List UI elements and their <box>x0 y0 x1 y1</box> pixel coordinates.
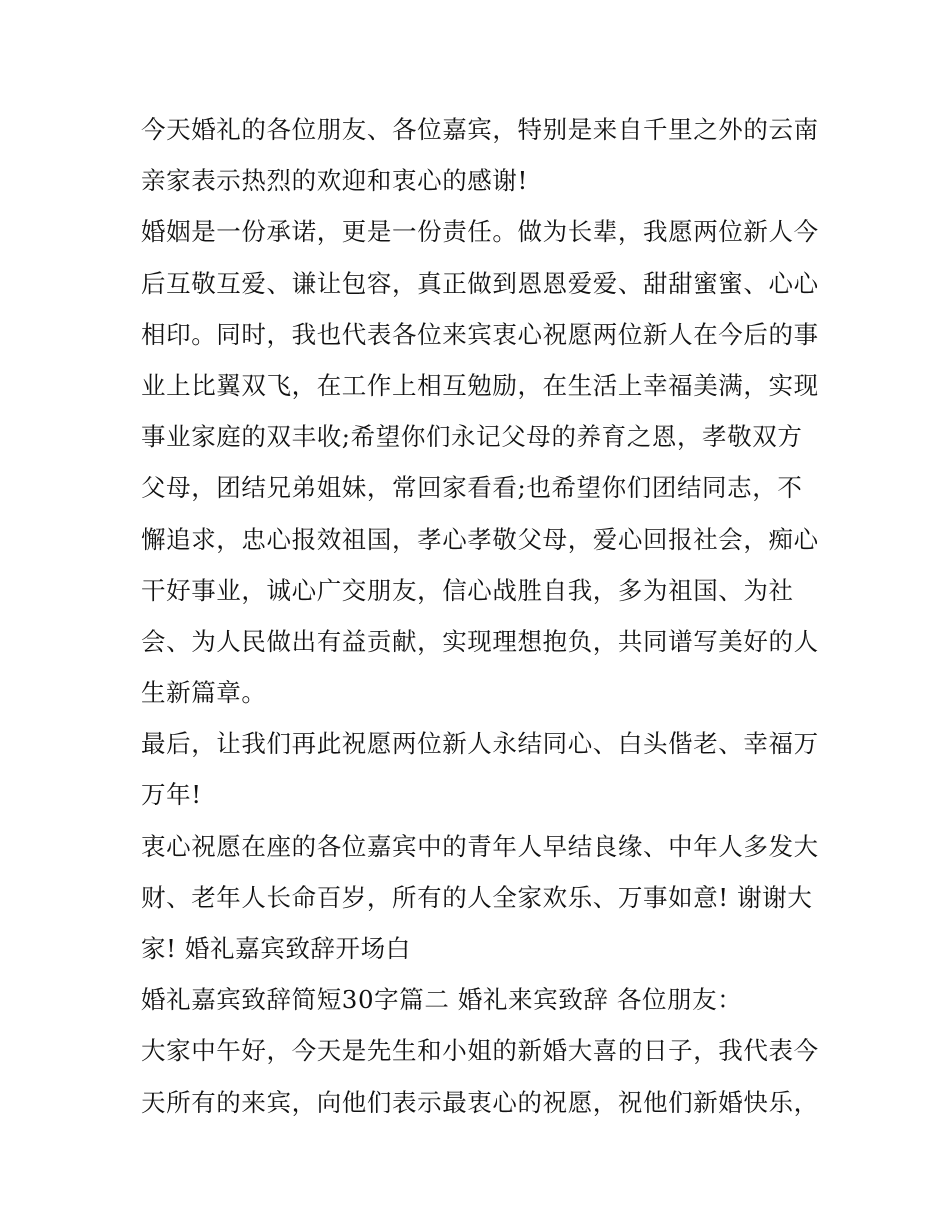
text-line: 父母，团结兄弟姐妹，常回家看看;也希望你们团结同志，不 <box>141 473 803 503</box>
document-body <box>141 104 821 1128</box>
text-line: 财、老年人长命百岁，所有的人全家欢乐、万事如意! 谢谢大 <box>141 882 813 912</box>
text-line: 生新篇章。 <box>141 678 267 708</box>
text-line: 万年! <box>141 780 202 810</box>
text-line: 事业家庭的双丰收;希望你们永记父母的养育之恩，孝敬双方 <box>141 422 803 452</box>
text-line: 婚礼嘉宾致辞简短30字篇二 婚礼来宾致辞 各位朋友： <box>141 985 743 1015</box>
text-line: 衷心祝愿在座的各位嘉宾中的青年人早结良缘、中年人多发大 <box>141 831 819 861</box>
text-line: 家! 婚礼嘉宾致辞开场白 <box>141 934 411 963</box>
text-line: 相印。同时，我也代表各位来宾衷心祝愿两位新人在今后的事 <box>141 319 819 349</box>
text-line: 大家中午好，今天是先生和小姐的新婚大喜的日子，我代表今 <box>141 1036 819 1066</box>
text-line: 天所有的来宾，向他们表示最衷心的祝愿，祝他们新婚快乐， <box>141 1087 819 1117</box>
text-line: 婚姻是一份承诺，更是一份责任。做为长辈，我愿两位新人今 <box>141 217 819 247</box>
text-line: 会、为人民做出有益贡献，实现理想抱负，共同谱写美好的人 <box>141 626 819 656</box>
text-line: 业上比翼双飞，在工作上相互勉励，在生活上幸福美满，实现 <box>141 370 819 400</box>
text-line: 亲家表示热烈的欢迎和衷心的感谢! <box>141 166 528 196</box>
text-line: 最后，让我们再此祝愿两位新人永结同心、白头偕老、幸福万 <box>141 729 819 759</box>
text-line: 今天婚礼的各位朋友、各位嘉宾，特别是来自千里之外的云南 <box>141 115 819 144</box>
text-line: 后互敬互爱、谦让包容，真正做到恩恩爱爱、甜甜蜜蜜、心心 <box>141 268 819 298</box>
text-line: 懈追求，忠心报效祖国，孝心孝敬父母，爱心回报社会，痴心 <box>141 524 819 554</box>
text-line: 干好事业，诚心广交朋友，信心战胜自我，多为祖国、为社 <box>141 575 794 605</box>
